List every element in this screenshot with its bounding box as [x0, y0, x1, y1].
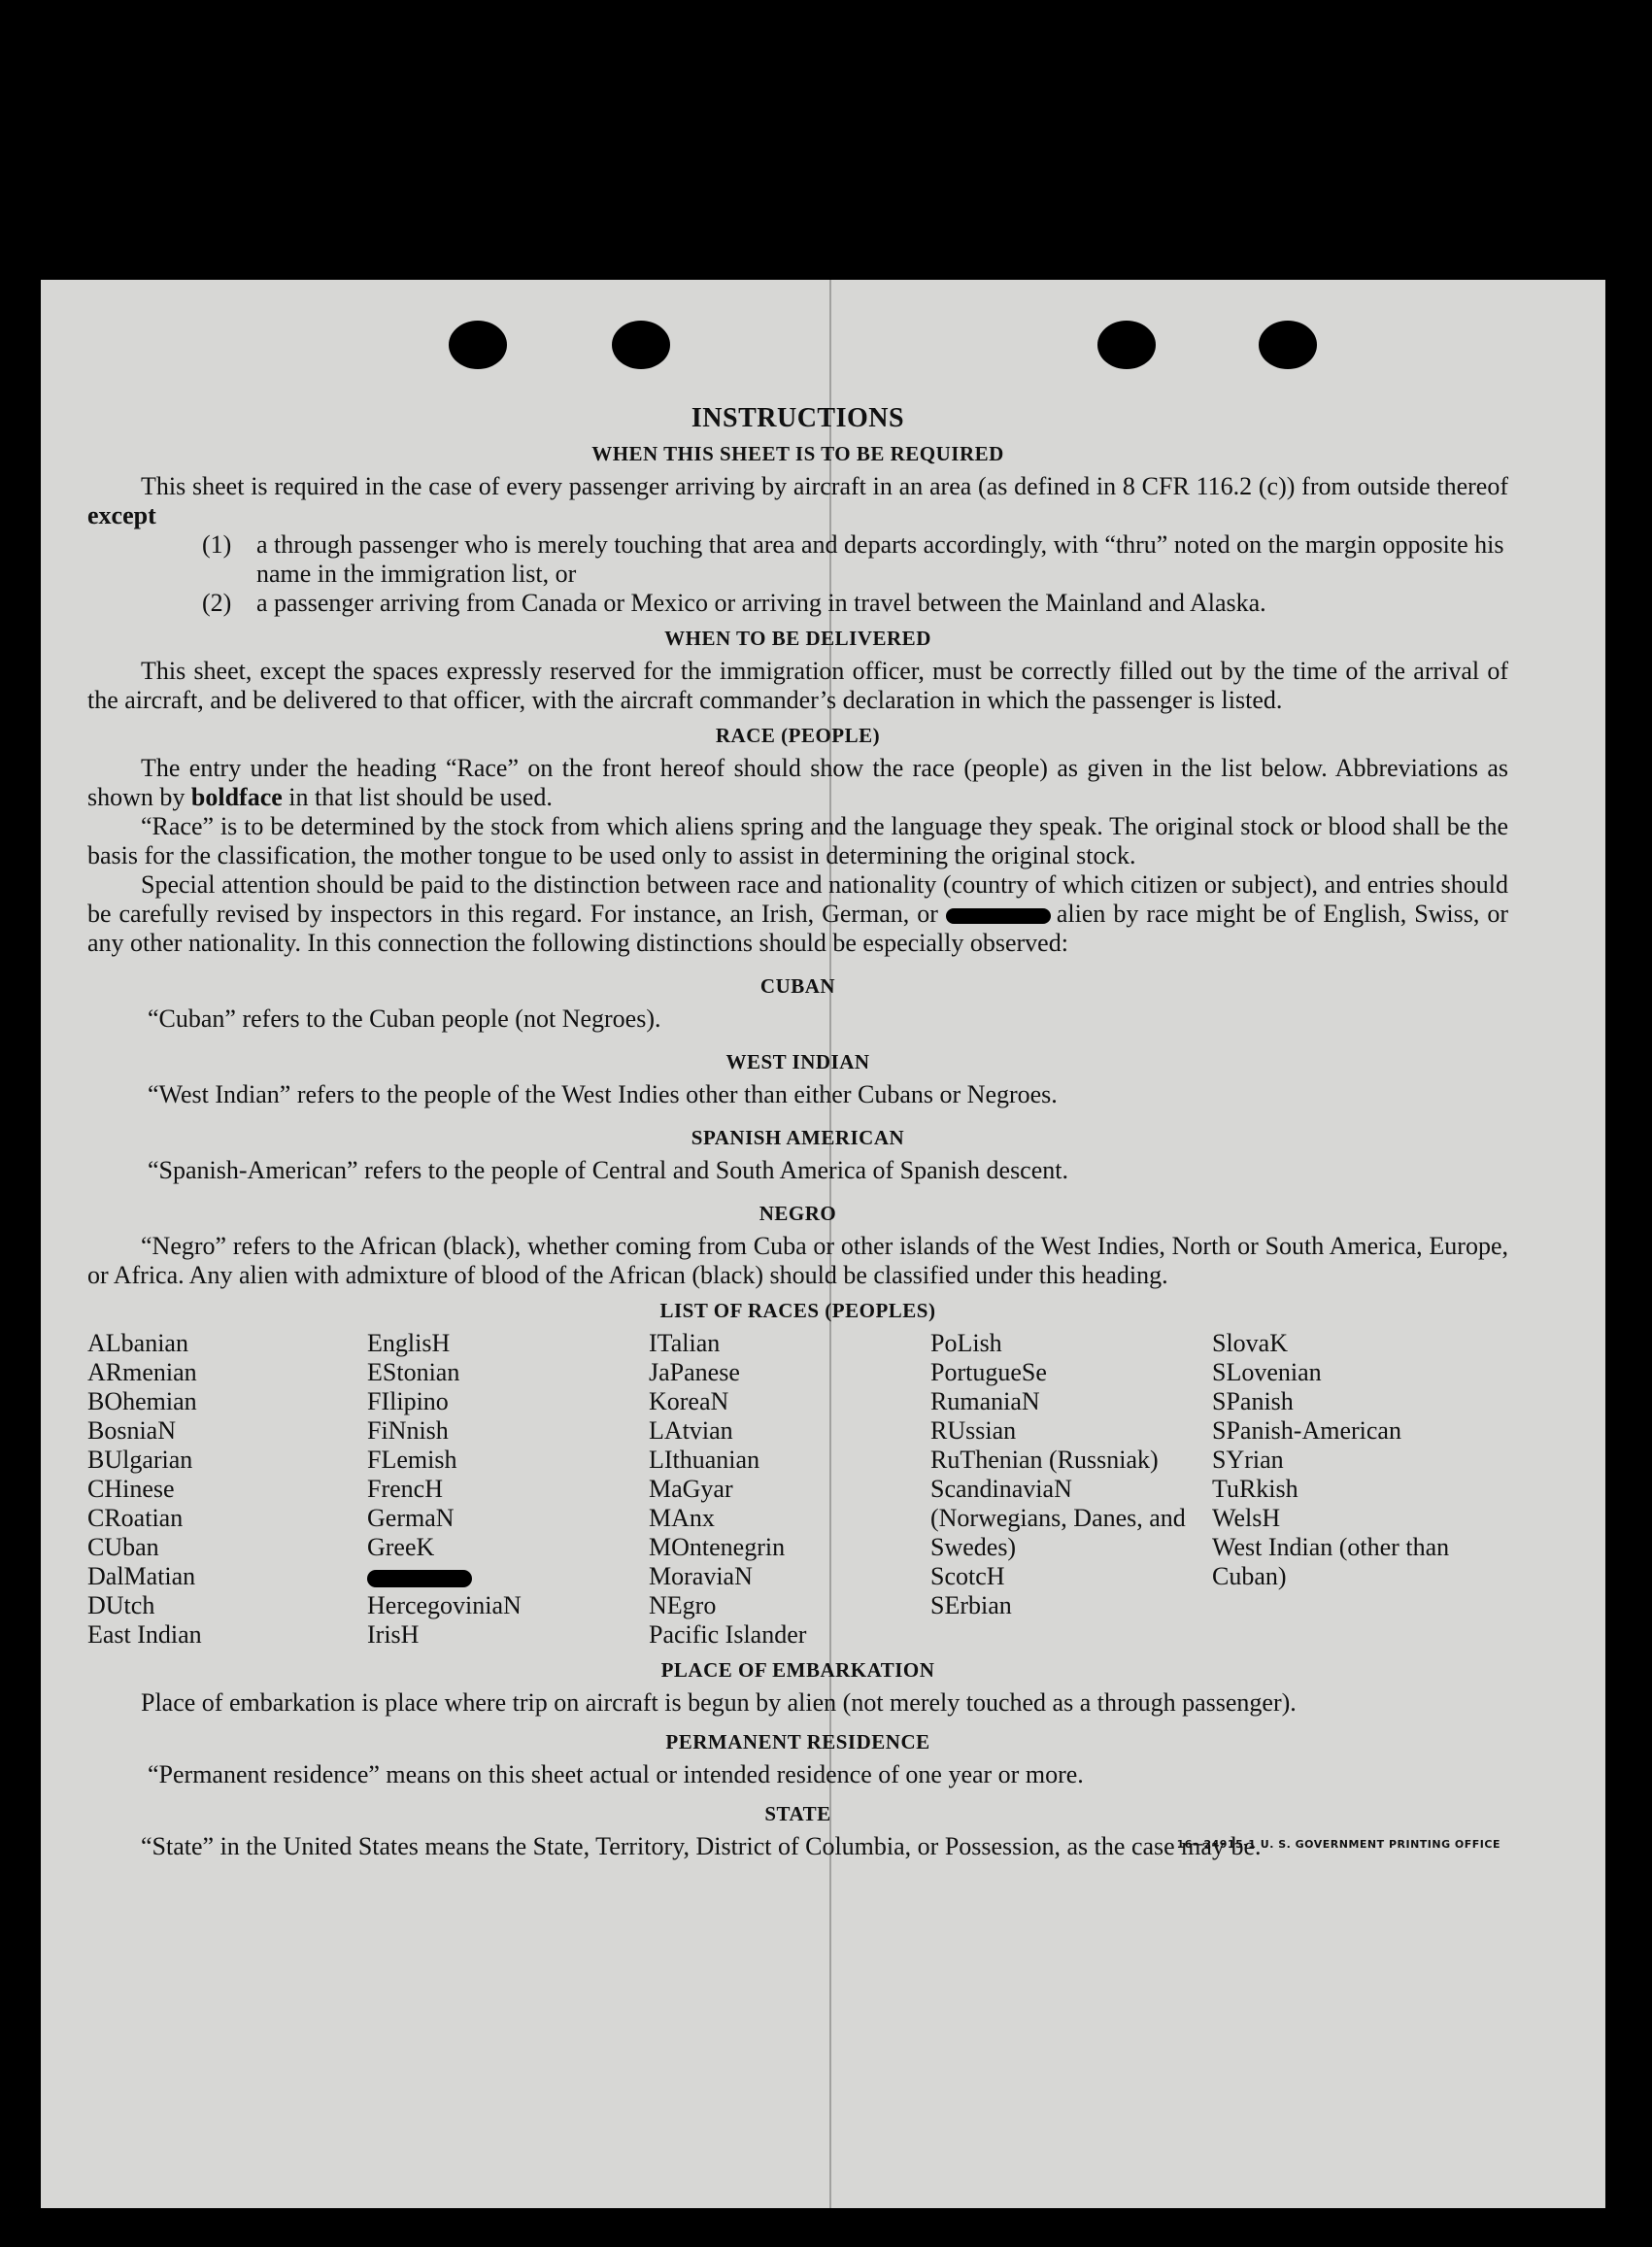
- race-list-item: LAtvian: [649, 1416, 733, 1445]
- exception-number: (2): [202, 589, 232, 617]
- race-list-item: ScotcH: [930, 1562, 1005, 1590]
- race-list-item: MOntenegrin: [649, 1533, 786, 1561]
- race-list-item: DUtch: [87, 1591, 155, 1619]
- race-list-item: ALbanian: [87, 1329, 188, 1357]
- race-p1-text-end: in that list should be used.: [282, 783, 553, 811]
- heading-cuban: CUBAN: [759, 974, 836, 998]
- race-list-item: SPanish: [1212, 1387, 1294, 1415]
- race-list-item: IrisH: [367, 1620, 420, 1649]
- race-list-item: MaGyar: [649, 1475, 733, 1503]
- race-list-item: BOhemian: [87, 1387, 197, 1415]
- exception-text: a passenger arriving from Canada or Mexico or arriving in travel between the Mainland and Alaska.: [256, 589, 1266, 617]
- punch-hole: [449, 321, 507, 369]
- race-list-item: SErbian: [930, 1591, 1012, 1619]
- race-list-item: East Indian: [87, 1620, 202, 1649]
- heading-race: RACE (PEOPLE): [715, 724, 881, 747]
- exception-item-2: [202, 589, 1508, 618]
- race-column-1: [87, 1329, 367, 1650]
- instructions-content: [87, 404, 1508, 1861]
- race-list-item: EStonian: [367, 1358, 460, 1386]
- race-list-item: Pacific Islander: [649, 1620, 807, 1649]
- race-list-item: [367, 1562, 649, 1591]
- race-list-item: West Indian (other than Cuban): [1212, 1533, 1450, 1590]
- race-paragraph-2: “Race” is to be determined by the stock from which aliens spring and the language they speak. The original stock or blood shall be the basis for the classification, the mother tongue to be used only to assist in determining the original stock.: [87, 812, 1508, 869]
- state-block: [87, 1832, 1508, 1861]
- heading-negro: NEGRO: [759, 1202, 837, 1225]
- page-title: INSTRUCTIONS: [691, 403, 905, 433]
- redaction-mark: [367, 1570, 472, 1587]
- race-column-4: [930, 1329, 1212, 1650]
- race-paragraph-3: [87, 870, 1508, 958]
- race-paragraph-1: [87, 754, 1508, 812]
- heading-embarkation: PLACE OF EMBARKATION: [660, 1658, 935, 1682]
- race-list-item: JaPanese: [649, 1358, 740, 1386]
- race-list-item: ITalian: [649, 1329, 721, 1357]
- spanish-american-text: “Spanish-American” refers to the people of Central and South America of Spanish descent.: [148, 1156, 1068, 1184]
- race-p3-text-end: alien by race might be of English, Swiss, or any other nationality. In this connection the following distinctions should be especially observed:: [87, 900, 1509, 957]
- race-list-item: GreeK: [367, 1533, 435, 1561]
- heading-required: WHEN THIS SHEET IS TO BE REQUIRED: [591, 442, 1004, 465]
- race-list-item: SLovenian: [1212, 1358, 1322, 1386]
- race-list-item: SPanish-American: [1212, 1416, 1401, 1445]
- printing-office-code: 16—24915-1 U. S. GOVERNMENT PRINTING OFFICE: [1176, 1838, 1500, 1851]
- negro-text: “Negro” refers to the African (black), whether coming from Cuba or other islands of the West Indies, North or South America, Europe, or Africa. Any alien with admixture of blood of the African (black) should be classified under this heading.: [87, 1232, 1508, 1289]
- race-list-item: SYrian: [1212, 1446, 1284, 1474]
- cuban-text: “Cuban” refers to the Cuban people (not Negroes).: [148, 1004, 661, 1033]
- race-list-item: FLemish: [367, 1446, 457, 1474]
- heading-state: STATE: [764, 1802, 831, 1825]
- state-text: “State” in the United States means the State, Territory, District of Columbia, or Possession, as the case may be.: [141, 1832, 1262, 1860]
- residence-text: “Permanent residence” means on this sheet actual or intended residence of one year or more.: [148, 1760, 1084, 1788]
- race-list-item: RumaniaN: [930, 1387, 1040, 1415]
- heading-list-of-races: LIST OF RACES (PEOPLES): [659, 1299, 936, 1322]
- required-intro-text: This sheet is required in the case of every passenger arriving by aircraft in an area (as defined in 8 CFR 116.2 (c)) from outside thereof: [141, 472, 1508, 500]
- required-intro: [87, 472, 1508, 530]
- west-indian-text: “West Indian” refers to the people of the West Indies other than either Cubans or Negroes.: [148, 1080, 1058, 1108]
- race-list-item: PoLish: [930, 1329, 1002, 1357]
- race-list-item: DalMatian: [87, 1562, 196, 1590]
- exception-item-1: [202, 530, 1508, 589]
- redaction-mark: [946, 908, 1051, 924]
- race-list-item: ScandinaviaN (Norwegians, Danes, and Swedes): [930, 1475, 1186, 1561]
- race-column-5: [1212, 1329, 1503, 1650]
- punch-hole: [1259, 321, 1317, 369]
- race-column-2-top: [367, 1329, 649, 1562]
- punch-hole: [1097, 321, 1156, 369]
- race-list-item: PortugueSe: [930, 1358, 1047, 1386]
- heading-west-indian: WEST INDIAN: [725, 1050, 870, 1073]
- race-p3-text: Special attention should be paid to the distinction between race and nationality (country of which citizen or subject), and entries should be carefully revised by inspectors in this regard. For instance, an Irish, German, or: [87, 870, 1508, 928]
- race-list-item: SlovaK: [1212, 1329, 1288, 1357]
- exception-text: a through passenger who is merely touching that area and departs accordingly, with “thru” noted on the margin opposite his name in the immigration list, or: [256, 530, 1504, 588]
- heading-residence: PERMANENT RESIDENCE: [665, 1730, 930, 1753]
- race-list-item: RuThenian (Russniak): [930, 1446, 1159, 1474]
- race-list-item: LIthuanian: [649, 1446, 760, 1474]
- required-except: except: [87, 501, 156, 529]
- embarkation-text: Place of embarkation is place where trip on aircraft is begun by alien (not merely touched as a through passenger).: [141, 1688, 1297, 1717]
- race-list-item: TuRkish: [1212, 1475, 1298, 1503]
- race-list-item: HercegoviniaN: [367, 1591, 522, 1619]
- race-column-3: [649, 1329, 930, 1650]
- document-sheet: [41, 280, 1605, 2208]
- race-list-item: NEgro: [649, 1591, 717, 1619]
- race-list-item: ARmenian: [87, 1358, 197, 1386]
- race-p1-text: The entry under the heading “Race” on the front hereof should show the race (people) as given in the list below. Abbreviations as shown by: [87, 754, 1508, 811]
- race-list-item: CHinese: [87, 1475, 175, 1503]
- race-list-item: FrencH: [367, 1475, 443, 1503]
- race-column-2: [367, 1329, 649, 1650]
- race-column-2-bottom: [367, 1591, 649, 1650]
- exception-number: (1): [202, 530, 232, 559]
- race-list-item: CRoatian: [87, 1504, 184, 1532]
- race-list-item: GermaN: [367, 1504, 455, 1532]
- race-list-item: RUssian: [930, 1416, 1017, 1445]
- heading-spanish-american: SPANISH AMERICAN: [691, 1126, 905, 1149]
- race-p1-boldface: boldface: [190, 783, 283, 811]
- race-list-item: BosniaN: [87, 1416, 176, 1445]
- race-list-item: FiNnish: [367, 1416, 449, 1445]
- race-list-item: KoreaN: [649, 1387, 729, 1415]
- delivered-text: This sheet, except the spaces expressly reserved for the immigration officer, must be correctly filled out by the time of the arrival of the aircraft, and be delivered to that officer, with the aircraft commander’s declaration in which the passenger is listed.: [87, 657, 1508, 714]
- race-list-item: WelsH: [1212, 1504, 1281, 1532]
- race-list-item: BUlgarian: [87, 1446, 193, 1474]
- race-list-item: CUban: [87, 1533, 159, 1561]
- exception-list: [202, 530, 1508, 618]
- race-list-item: EnglisH: [367, 1329, 451, 1357]
- race-list-item: FIlipino: [367, 1387, 449, 1415]
- race-list: [87, 1329, 1508, 1650]
- race-list-item: MoraviaN: [649, 1562, 753, 1590]
- heading-delivered: WHEN TO BE DELIVERED: [664, 627, 931, 650]
- punch-hole: [612, 321, 670, 369]
- race-list-item: MAnx: [649, 1504, 715, 1532]
